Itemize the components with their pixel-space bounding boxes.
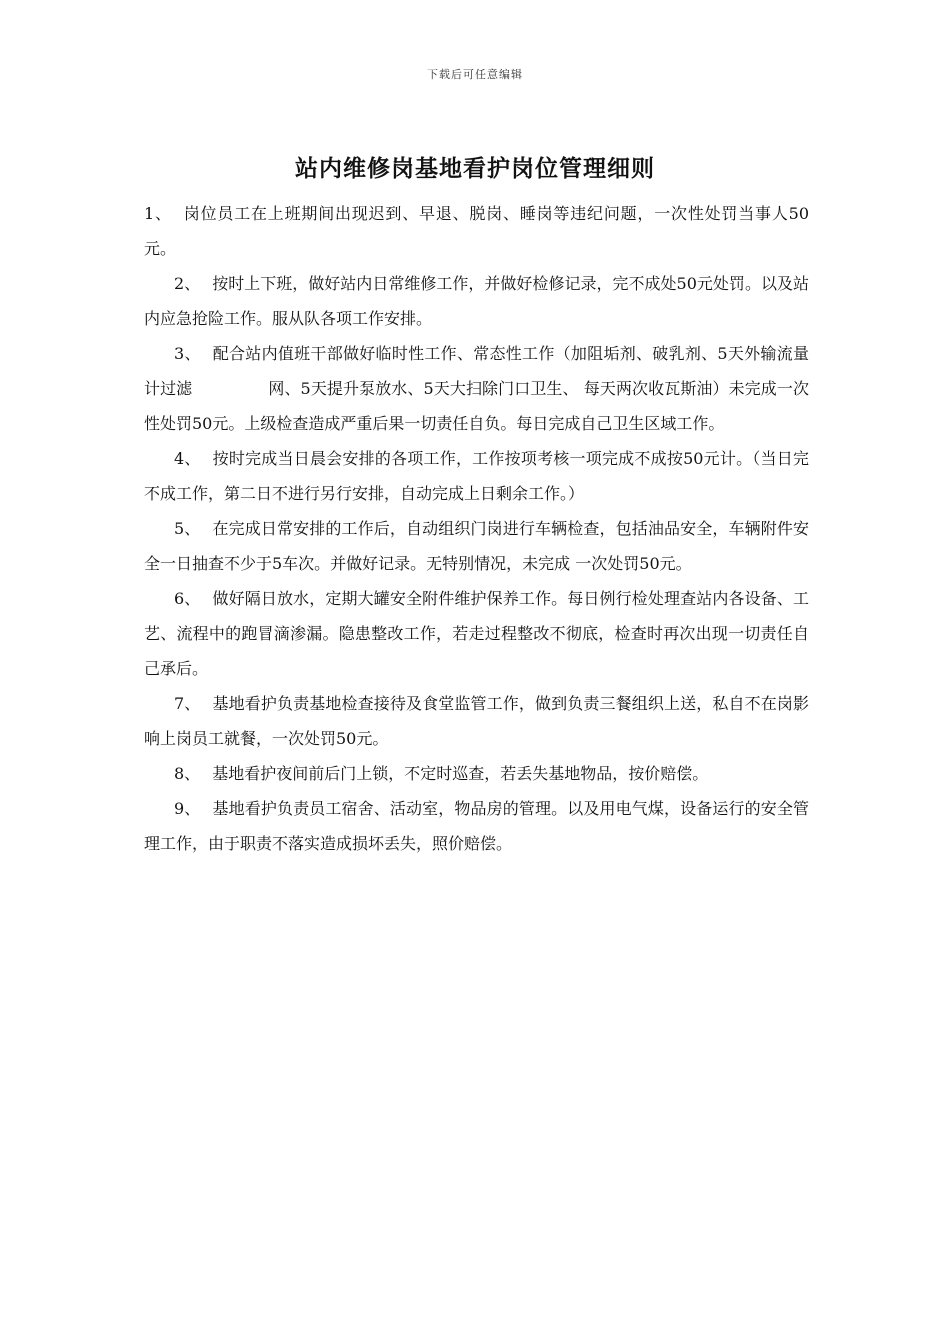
rule-item-8: [144, 756, 809, 791]
item-text: 基地看护负责基地检查接待及食堂监管工作，做到负责三餐组织上送，私自不在岗影响上岗员工就餐，一次处罚50元。: [144, 694, 809, 748]
item-text: 岗位员工在上班期间出现迟到、早退、脱岗、睡岗等违纪问题，一次性处罚当事人50元。: [144, 204, 809, 258]
item-number: 8、: [174, 764, 201, 783]
item-text: 按时完成当日晨会安排的各项工作，工作按项考核一项完成不成按50元计。（当日完不成工作，第二日不进行另行安排，自动完成上日剩余工作。）: [144, 449, 809, 503]
item-number: 4、: [174, 449, 201, 468]
rule-item-6: [144, 581, 809, 686]
rule-item-5: [144, 511, 809, 581]
item-number: 3、: [174, 344, 201, 363]
rule-item-7: [144, 686, 809, 756]
item-text-continued: 网、5天提升泵放水、5天大扫除门口卫生、 每天两次收瓦斯油）未完成一次性处罚50元。上级检查造成严重后果一切责任自负。每日完成自己卫生区域工作。: [144, 379, 809, 433]
item-number: 9、: [174, 799, 201, 818]
item-number: 1、: [144, 204, 172, 223]
item-text: 配合站内值班干部做好临时性工作、常态性工作（加阻垢剂、破乳剂、5天外输流量计过滤: [144, 344, 809, 398]
item-number: 5、: [174, 519, 201, 538]
rule-item-9: [144, 791, 809, 861]
rule-item-1: [144, 196, 809, 266]
rule-item-4: [144, 441, 809, 511]
item-text: 按时上下班，做好站内日常维修工作，并做好检修记录，完不成处50元处罚。以及站内应急抢险工作。服从队各项工作安排。: [144, 274, 809, 328]
item-number: 7、: [174, 694, 201, 713]
header-note: 下载后可任意编辑: [427, 68, 523, 81]
item-text: 基地看护夜间前后门上锁，不定时巡查，若丢失基地物品，按价赔偿。: [212, 764, 709, 783]
page-title: 站内维修岗基地看护岗位管理细则: [295, 155, 655, 182]
rule-item-2: [144, 266, 809, 336]
item-text: 在完成日常安排的工作后，自动组织门岗进行车辆检查，包括油品安全，车辆附件安全一日抽查不少于5车次。并做好记录。无特别情况，未完成 一次处罚50元。: [144, 519, 809, 573]
rule-item-3: [144, 336, 809, 441]
item-text: 做好隔日放水，定期大罐安全附件维护保养工作。每日例行检处理查站内各设备、工艺、流程中的跑冒滴渗漏。隐患整改工作，若走过程整改不彻底，检查时再次出现一切责任自己承后。: [144, 589, 809, 678]
item-text: 基地看护负责员工宿舍、活动室，物品房的管理。以及用电气煤，设备运行的安全管理工作，由于职责不落实造成损坏丢失，照价赔偿。: [144, 799, 809, 853]
item-number: 6、: [174, 589, 201, 608]
document-body: [144, 196, 809, 861]
item-number: 2、: [174, 274, 201, 293]
